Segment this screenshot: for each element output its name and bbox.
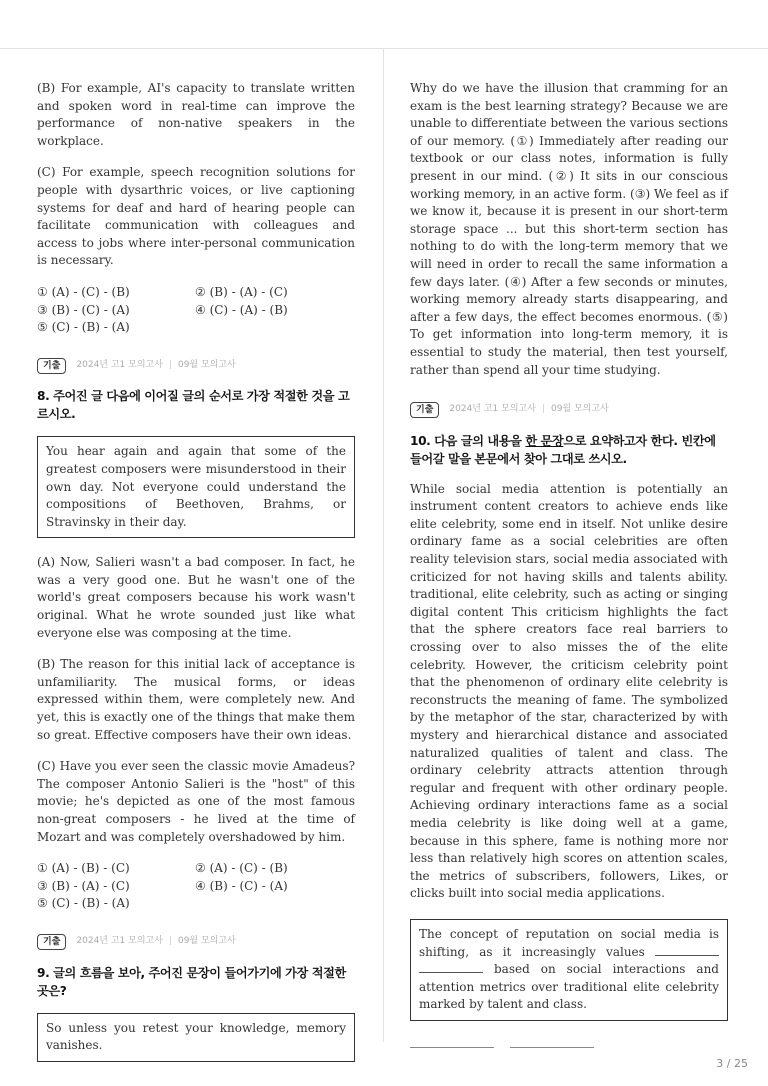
q7-paragraph-c: (C) For example, speech recognition solutions for people with dysarthric voices, or live captioning systems for deaf and hard of hearing people can facilitate communication with colleagues and access to jobs where inter-personal communication is necessary. [37, 165, 355, 268]
q8-option-3[interactable]: ③ (B) - (A) - (C) [37, 878, 130, 893]
page-number: 3 / 25 [716, 1057, 748, 1070]
column-divider [383, 48, 384, 1042]
q9-given-box [37, 1013, 355, 1062]
q8-options [37, 860, 355, 913]
q9-passage: Why do we have the illusion that cramming for an exam is the best learning strategy? Because we are unable to differentiate between the various sections of our memory. (①) Immediately after reading our textbook or our class notes, information is fully present in our mind. (②) It sits in our conscious working memory, in an active form. (③) We feel as if we know it, because it is present in our short-term storage space ... but this short-term section has nothing to do with the long-term memory that we will need in order to recall the same information a few days later. (④) After a few seconds or minutes, working memory already starts disappearing, and after a few days, the effect becomes enormous. (⑤) To get information into long-term memory, it is essential to study the material, then test yourself, rather than spend all your time studying. [410, 81, 728, 377]
q7-option-4[interactable]: ④ (C) - (A) - (B) [195, 302, 288, 317]
q10-title-part1: 10. 다음 글의 내용을 [410, 433, 526, 448]
answer-line-2[interactable] [510, 1047, 594, 1048]
q8-tag-badge: 기출 [37, 358, 66, 374]
q8-source-month: 09월 모의고사 [177, 359, 236, 370]
q7-option-5[interactable]: ⑤ (C) - (B) - (A) [37, 320, 130, 335]
summary-blank-2[interactable] [419, 961, 483, 973]
q8-option-4[interactable]: ④ (B) - (C) - (A) [195, 878, 288, 893]
q7-option-1[interactable]: ① (A) - (C) - (B) [37, 284, 130, 299]
q10-title [410, 432, 728, 468]
q10-tag-badge: 기출 [410, 402, 439, 418]
answer-lines [410, 1047, 728, 1048]
q10-summary-box [410, 919, 728, 1021]
left-column [37, 80, 355, 1078]
q8-option-1[interactable]: ① (A) - (B) - (C) [37, 861, 130, 876]
header-rule [0, 48, 768, 49]
q10-title-part2: 으로 요약하고자 한다. 빈칸에 들어갈 말을 본문에서 찾아 그대로 쓰시오. [410, 433, 716, 466]
q7-option-2[interactable]: ② (B) - (A) - (C) [195, 284, 288, 299]
q8-paragraph-b: (B) The reason for this initial lack of acceptance is unfamiliarity. The musical forms, or ideas expressed within them, were completely new. And yet, this is exactly one of the things that make them so great. Effective composers have their own ideas. [37, 657, 355, 742]
q10-summary-part2: based on social interactions and attention metrics over traditional elite celebrity marked by talent and class. [419, 962, 719, 1012]
q8-option-2[interactable]: ② (A) - (C) - (B) [195, 861, 288, 876]
q8-paragraph-a: (A) Now, Salieri wasn't a bad composer. In fact, he was a very good one. But he wasn't one of the world's great composers because his work wasn't original. What he wrote sounded just like what everyone else was composing at the time. [37, 555, 355, 640]
q10-source: 기출 2024년 고1 모의고사 | 09월 모의고사 [410, 401, 728, 419]
q9-source: 기출 2024년 고1 모의고사 | 09월 모의고사 [37, 933, 355, 951]
q9-source-year: 2024년 고1 모의고사 [76, 935, 163, 946]
q10-summary-part1: The concept of reputation on social media is shifting, as it increasingly values [419, 926, 719, 959]
q8-source-year: 2024년 고1 모의고사 [76, 359, 163, 370]
q8-title: 8. 주어진 글 다음에 이어질 글의 순서로 가장 적절한 것을 고르시오. [37, 389, 350, 422]
q8-source: 기출 2024년 고1 모의고사 | 09월 모의고사 [37, 357, 355, 375]
q10-summary [419, 926, 719, 1014]
q8-given-box [37, 436, 355, 538]
q7-options [37, 284, 355, 337]
q8-option-5[interactable]: ⑤ (C) - (B) - (A) [37, 896, 130, 911]
q10-passage: While social media attention is potentially an instrument content creators to achieve ends like elite celebrity, some end in itself. Not unlike desire ordinary fame as a social celebrities are often reality television stars, social media associated with criticized for not having skills and talents ability. traditional, elite celebrity, such as acting or singing digital content This criticism highlights the fact that the sphere creators face real barriers to crossing over to also misses the of the elite celebrity. However, the criticism celebrity point that the phenomenon of ordinary elite celebrity is reconstructs the meaning of fame. The symbolized by the metaphor of the star, characterized by with mystery and hierarchical distance and associated naturalized qualities of talent and class. The ordinary celebrity attracts attention through regular and frequent with other ordinary people. Achieving ordinary interactions fame as a social media celebrity is like doing well at a game, because in this sphere, fame is nothing more nor less than relatively high scores on attention scales, the metrics of subscribers, followers, Likes, or clicks built into social media applications. [410, 481, 728, 901]
q9-source-month: 09월 모의고사 [177, 935, 236, 946]
answer-line-1[interactable] [410, 1047, 494, 1048]
q10-source-year: 2024년 고1 모의고사 [449, 404, 536, 415]
q7-option-3[interactable]: ③ (B) - (C) - (A) [37, 302, 130, 317]
q7-paragraph-b: (B) For example, AI's capacity to translate written and spoken word in real-time can improve the performance of non-native speakers in the workplace. [37, 81, 355, 148]
q9-title: 9. 글의 흐름을 보아, 주어진 문장이 들어가기에 가장 적절한 곳은? [37, 965, 346, 998]
q8-given-text: You hear again and again that some of the greatest composers were misunderstood in their own day. Not everyone could understand the compositions of Beethoven, Brahms, or Stravinsky in their day. [46, 444, 346, 529]
q9-given-sentence: So unless you retest your knowledge, memory vanishes. [46, 1020, 346, 1053]
q10-title-underlined: 한 문장 [525, 433, 564, 448]
q8-paragraph-c: (C) Have you ever seen the classic movie Amadeus? The composer Antonio Salieri is the "host" of this movie; he's depicted as one of the most famous non-great composers - he lived at the time of Mozart and was completely overshadowed by him. [37, 759, 355, 844]
summary-blank-1[interactable] [655, 944, 719, 956]
q9-tag-badge: 기출 [37, 934, 66, 950]
right-column [410, 80, 728, 1048]
q10-source-month: 09월 모의고사 [550, 404, 609, 415]
